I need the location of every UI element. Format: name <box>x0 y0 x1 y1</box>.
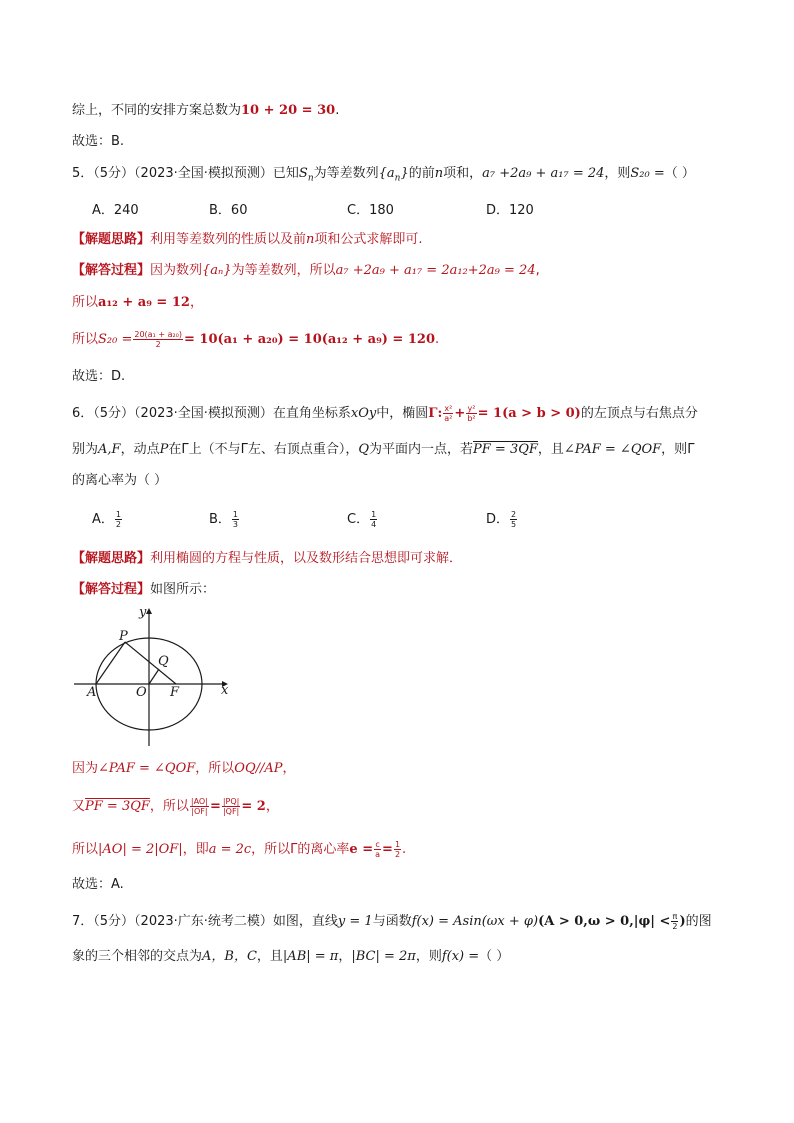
q6-stem-2: 别为A,F，动点P在Γ上（不与Γ左、右顶点重合），Q为平面内一点，若PF = 3QF，且∠PAF = ∠QOF，则Γ <box>72 442 695 457</box>
q7-stem-2: 象的三个相邻的交点为A，B，C，且|AB| = π，|BC| = 2π，则f(x) =（ ） <box>72 949 510 964</box>
q6-process: 【解答过程】如图所示： <box>72 582 216 597</box>
q7-stem-1: 7．（5分）（2023·广东·统考二模）如图，直线y = 1与函数f(x) = Asin(ωx + φ)(A > 0,ω > 0,|φ| < $\frac{\pi}{2}$ )的图 <box>72 912 712 931</box>
q5-option-d: D．120 <box>486 203 534 218</box>
answer-prev: 故选：B. <box>72 134 125 149</box>
q6-option-d: D． $\frac{2}{5}$ <box>486 510 517 529</box>
q5-process: 【解答过程】因为数列{aₙ}为等差数列，所以a₇ +2a₉ + a₁₇ = 2a₁₂+2a₉ = 24, <box>72 263 540 278</box>
q5-option-c: C．180 <box>347 203 394 218</box>
q6-option-a: A． $\frac{1}{2}$ <box>92 510 121 529</box>
segment-oq <box>149 669 159 684</box>
label-f: F <box>170 685 180 700</box>
summary-line: 综上，不同的安排方案总数为10 + 20 = 30. <box>72 103 340 118</box>
segment-ap <box>96 642 125 684</box>
label-q: Q <box>158 654 169 669</box>
q6-answer: 故选：A. <box>72 877 124 892</box>
q5-answer: 故选：D. <box>72 369 126 384</box>
label-x: x <box>221 683 229 698</box>
q5-stem: 5．（5分）（2023·全国·模拟预测）已知$S_n$为等差数列$\{a_n\}$的前n项和，a₇ +2a₉ + a₁₇ = 24，则S₂₀ =（ ） <box>72 166 695 184</box>
q6-solution-3: 所以|AO| = 2|OF|，即a = 2c，所以Γ的离心率e = $\frac{c}{a}$ = $\frac{1}{2}$ . <box>72 840 407 859</box>
q5-idea: 【解题思路】利用等差数列的性质以及前n项和公式求解即可. <box>72 232 423 247</box>
label-y: y <box>139 605 147 620</box>
q5-option-a: A．240 <box>92 203 139 218</box>
q6-stem-1: 6．（5分）（2023·全国·模拟预测）在直角坐标系xOy中，椭圆Γ: $\frac{\text{x²}}{\text{a²}}$ + $\frac{\text{y²}}{\text{b²}}$ = 1(a > b > 0)的左顶点与右焦点分 <box>72 404 698 423</box>
ellipse-figure <box>70 602 240 752</box>
q5-step3: 所以S₂₀ = $\frac{\text{20(a₁ + a₂₀)}}{2}$ = 10(a₁ + a₂₀) = 10(a₁₂ + a₉) = 120. <box>72 330 440 349</box>
q6-idea: 【解题思路】利用椭圆的方程与性质，以及数形结合思想即可求解． <box>72 551 463 566</box>
q6-stem-3: 的离心率为（ ） <box>72 473 168 488</box>
q6-solution-2: 又PF = 3QF，所以 $\frac{|AO|}{|OF|}$ = $\frac{|PQ|}{|QF|}$ = 2， <box>72 797 279 816</box>
y-axis-arrow <box>146 608 152 614</box>
label-a: A <box>87 685 97 700</box>
q6-solution-1: 因为∠PAF = ∠QOF，所以OQ//AP， <box>72 761 296 776</box>
q5-option-b: B．60 <box>209 203 248 218</box>
label-p: P <box>119 629 128 644</box>
q5-step2: 所以a₁₂ + a₉ = 12， <box>72 295 203 310</box>
label-o: O <box>136 685 147 700</box>
q6-option-c: C． $\frac{1}{4}$ <box>347 510 377 529</box>
q6-option-b: B． $\frac{1}{3}$ <box>209 510 239 529</box>
